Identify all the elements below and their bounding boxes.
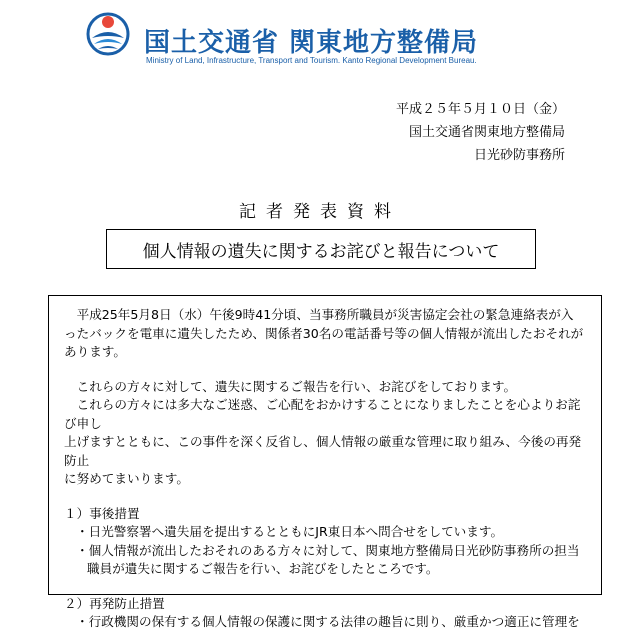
issuer-office: 日光砂防事務所 — [473, 148, 565, 163]
section1-heading: １）事後措置 — [64, 505, 140, 521]
mlit-logo-icon — [86, 12, 130, 56]
para1-line3: あります。 — [64, 344, 126, 359]
issuer-bureau: 国土交通省関東地方整備局 — [408, 125, 565, 140]
para1-line2: ったバックを電車に遺失したため、関係者30名の電話番号等の個人情報が流出したおそれが — [64, 325, 584, 341]
doc-type-label: 記者発表資料 — [239, 202, 401, 222]
section2-item-1: ・行政機関の保有する個人情報の保護に関する法律の趣旨に則り、厳重かつ適正に管理を — [76, 614, 580, 629]
section1-item-1: ・日光警察署へ遺失届を提出するとともにJR東日本へ問合せをしています。 — [76, 524, 504, 539]
issue-date: 平成２５年５月１０日（金） — [395, 102, 565, 117]
para3-line1: これらの方々には多大なご迷惑、ご心配をおかけすることになりましたことを心よりお詫び申し — [64, 397, 581, 431]
para3-line2: 上げますとともに、この事件を深く反省し、個人情報の厳重な管理に取り組み、今後の再発防止 — [64, 434, 582, 468]
para3-line3: に努めてまいります。 — [64, 471, 189, 486]
section2-heading: ２）再発防止措置 — [64, 595, 165, 611]
body-content — [64, 306, 584, 632]
para1-line1: 平成25年5月8日（水）午後9時41分頃、当事務所職員が災害協定会社の緊急連絡表が入 — [76, 307, 574, 322]
document-title: 個人情報の遺失に関するお詫びと報告について — [106, 229, 536, 269]
section1-item-2: ・個人情報が流出したおそれのある方々に対して、関東地方整備局日光砂防事務所の担当 — [76, 542, 580, 558]
org-name-en: Ministry of Land, Infrastructure, Transport and Tourism. Kanto Regional Development Bureau. — [146, 56, 477, 65]
section1-item-2-cont: 職員が遺失に関するご報告を行い、お詫びをしたところです。 — [87, 561, 439, 576]
issuer-block — [396, 98, 565, 167]
org-name-ja: 国土交通省 関東地方整備局 — [144, 28, 479, 58]
para2: これらの方々に対して、遺失に関するご報告を行い、お詫びをしております。 — [76, 378, 517, 394]
